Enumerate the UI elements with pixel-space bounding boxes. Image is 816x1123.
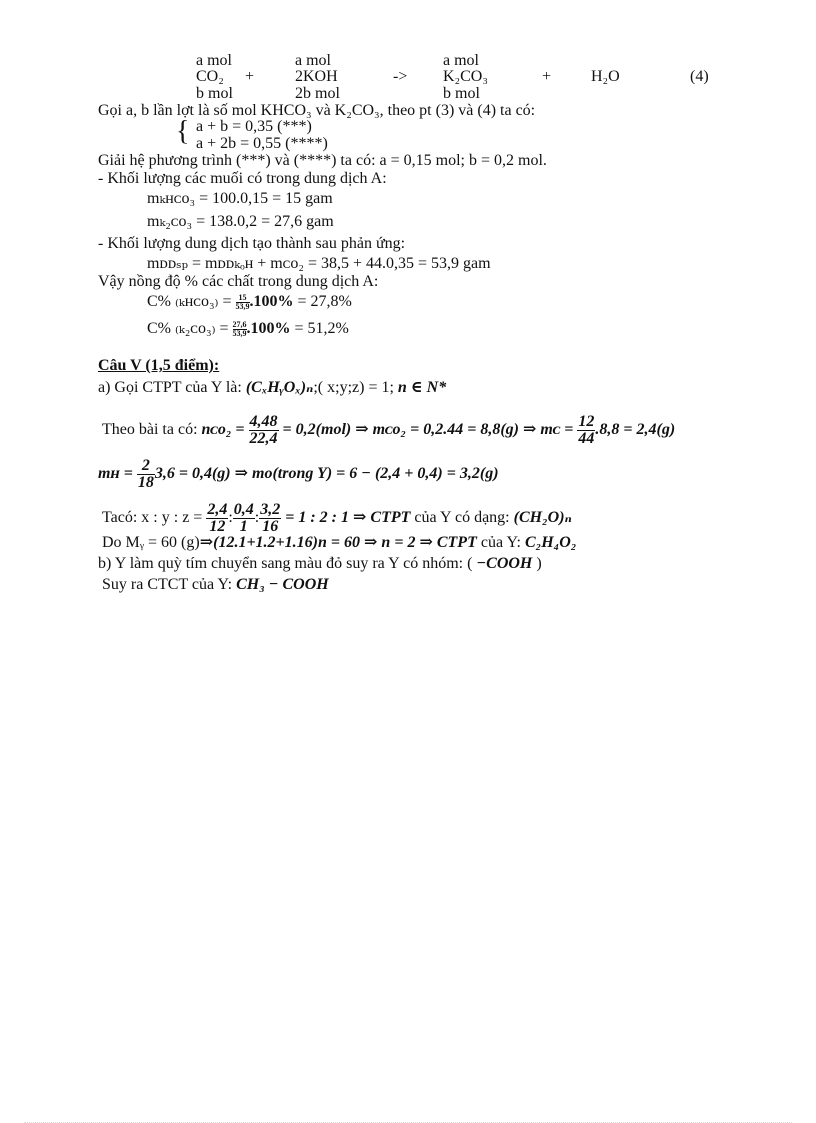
- eq-co2: CO₂: [196, 68, 224, 85]
- conc-k2co3: [147, 320, 349, 338]
- part-a-text: a) Gọi CTPT của Y là:: [98, 379, 246, 396]
- conc-k2co3-mult: .100%: [246, 320, 291, 337]
- eq-k2co3: K₂CO₃: [443, 68, 488, 85]
- conc-khco3-prefix: C% ₍ₖʜᴄᴏ₃₎ =: [147, 293, 236, 310]
- eq-plus-1: +: [245, 68, 255, 85]
- part-a: [98, 379, 446, 397]
- eq-koh: 2KOH: [295, 68, 338, 85]
- system-eq-2: a + 2b = 0,55 (****): [196, 135, 328, 152]
- conc-k2co3-den: 53,9: [232, 328, 247, 338]
- theo-f2-den: 44: [578, 430, 595, 447]
- do-text: Do Mᵧ = 60 (g): [102, 534, 200, 551]
- conc-k2co3-result: = 51,2%: [290, 320, 349, 337]
- conc-khco3-den: 53,9: [235, 301, 250, 311]
- system-eq-1: a + b = 0,35 (***): [196, 118, 312, 135]
- part-b-group: −COOH: [476, 555, 533, 572]
- theo-f1-den: 22,4: [249, 430, 278, 447]
- theo-fraction-2: [577, 414, 595, 447]
- ctct-text: Suy ra CTCT của Y:: [102, 576, 237, 593]
- solution-header: - Khối lượng dung dịch tạo thành sau phản ứng:: [98, 235, 406, 252]
- part-b-close: ): [532, 555, 542, 572]
- do-line: [102, 534, 576, 552]
- ratio-label: Tacó: x : y : z =: [102, 509, 207, 527]
- eq-mol-top-1: a mol: [196, 52, 232, 69]
- ratio-f2-den: 1: [239, 518, 248, 535]
- theo-fraction-1: [249, 414, 279, 447]
- eq-mol-top-2: a mol: [295, 52, 331, 69]
- mh-f-num: 2: [137, 458, 155, 475]
- mass-header: - Khối lượng các muối có trong dung dịch A:: [98, 170, 387, 187]
- conc-k2co3-num: 27,6: [232, 319, 247, 329]
- ratio-end: = 1 : 2 : 1 ⇒ CTPT: [281, 509, 411, 527]
- mass-khco3: mₖʜᴄᴏ₃ = 100.0,15 = 15 gam: [147, 190, 333, 207]
- ratio-line: Tacó: x : y : z = $\frac{2,4}{12}$ : $\frac{0,4}{1}$ : $\frac{3,2}{16}$ = 1 : 2 : 1 ⇒ CTPT của Y có dạng: (CH₂O)ₙ: [102, 501, 572, 535]
- conc-khco3: [147, 293, 352, 311]
- mh-end: 3,6 = 0,4(g) ⇒ mᴏ(trong Y) = 6 − (2,4 + 0,4) = 3,2(g): [154, 465, 499, 483]
- eq-number: (4): [690, 68, 709, 85]
- intro-line: Gọi a, b lần lợt là số mol KHCO₃ và K₂CO₃, theo pt (3) và (4) ta có:: [98, 102, 536, 119]
- ratio-f3-den: 16: [262, 518, 279, 535]
- part-a-set: n ∈ N*: [397, 379, 447, 396]
- system-brace-icon: {: [176, 116, 190, 147]
- ratio-fraction-2: [233, 502, 255, 535]
- eq-plus-2: +: [542, 68, 552, 85]
- eq-mol-bottom-1: b mol: [196, 85, 233, 102]
- mh-fraction: [137, 458, 155, 491]
- part-a-formula: (CₓHᵧOₓ)ₙ: [245, 379, 314, 396]
- do-math: ⇒(12.1+1.2+1.16)n = 60 ⇒ n = 2 ⇒ CTPT: [199, 534, 477, 551]
- conc-header: Vậy nồng độ % các chất trong dung dịch A:: [98, 273, 379, 290]
- solve-line: Giải hệ phương trình (***) và (****) ta có: a = 0,15 mol; b = 0,2 mol.: [98, 152, 547, 169]
- part-b-text: b) Y làm quỳ tím chuyển sang màu đỏ suy ra Y có nhóm: (: [98, 555, 477, 572]
- eq-mol-bottom-2: 2b mol: [295, 85, 340, 102]
- conc-k2co3-fraction: [233, 321, 247, 338]
- eq-arrow: ->: [393, 68, 408, 85]
- mh-line: [98, 458, 499, 491]
- section-title: Câu V (1,5 điểm):: [98, 357, 220, 374]
- theo-mid: = 0,2(mol) ⇒ mᴄᴏ₂ = 0,2.44 = 8,8(g) ⇒ mᴄ =: [278, 421, 578, 439]
- theo-label: Theo bài ta có:: [102, 421, 202, 439]
- ratio-f1-den: 12: [209, 518, 226, 535]
- ratio-f3-num: 3,2: [260, 501, 281, 518]
- ratio-f2-num: 0,4: [233, 501, 254, 518]
- ratio-fraction-3: [259, 502, 281, 535]
- do-formula: C₂H₄O₂: [524, 534, 577, 551]
- mass-solution: mᴅᴅₛₚ = mᴅᴅₖₒʜ + mᴄᴏ₂ = 38,5 + 44.0,35 = 53,9 gam: [147, 255, 491, 272]
- ratio-f1-num: 2,4: [207, 501, 228, 518]
- conc-khco3-num: 15: [236, 294, 250, 303]
- eq-h2o: H₂O: [591, 68, 620, 85]
- ratio-fraction-1: [206, 502, 228, 535]
- theo-line: [102, 414, 675, 447]
- ratio-tail: của Y có dạng:: [410, 509, 514, 527]
- theo-end: .8,8 = 2,4(g): [595, 421, 676, 439]
- theo-f1-num: 4,48: [249, 413, 278, 430]
- conc-k2co3-prefix: C% ₍ₖ₂ᴄᴏ₃₎ =: [147, 320, 233, 337]
- theo-f2-num: 12: [578, 413, 595, 430]
- mh-f-den: 18: [137, 474, 154, 491]
- conc-khco3-result: = 27,8%: [293, 293, 352, 310]
- theo-lhs: nᴄᴏ₂ =: [201, 421, 249, 439]
- ratio-formula: (CH₂O)ₙ: [513, 509, 572, 527]
- eq-mol-top-3: a mol: [443, 52, 479, 69]
- ctct-formula: CH₃ − COOH: [236, 576, 329, 593]
- conc-khco3-mult: .100%: [249, 293, 294, 310]
- mh-lhs: mʜ =: [98, 465, 137, 483]
- ctct-line: [102, 576, 329, 594]
- part-a-cond: ;( x;y;z) = 1;: [313, 379, 398, 396]
- eq-mol-bottom-3: b mol: [443, 85, 480, 102]
- part-b: [98, 555, 542, 573]
- mass-k2co3: mₖ₂ᴄᴏ₃ = 138.0,2 = 27,6 gam: [147, 213, 334, 230]
- conc-khco3-fraction: [236, 294, 250, 311]
- do-tail: của Y:: [476, 534, 525, 551]
